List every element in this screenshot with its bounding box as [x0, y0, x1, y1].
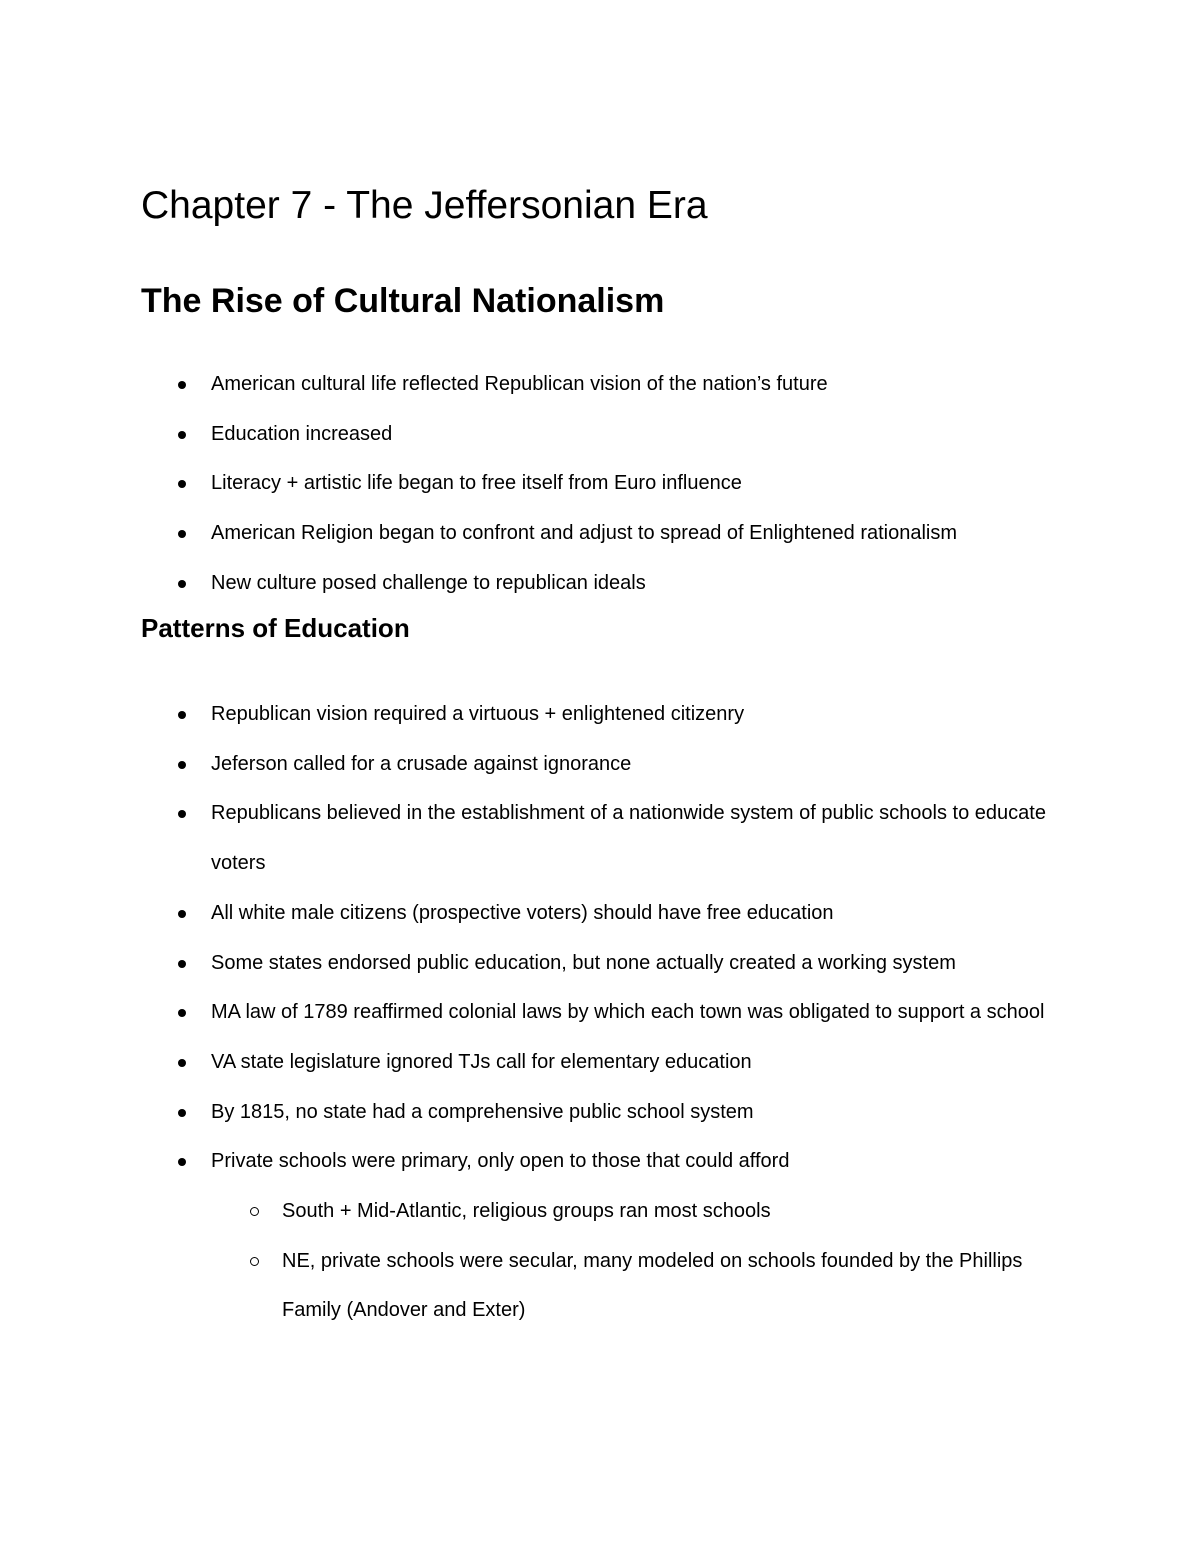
list-item — [0, 789, 1071, 888]
list-item — [0, 559, 1071, 609]
document-title: Chapter 7 - The Jeffersonian Era — [141, 184, 708, 227]
list-item — [0, 459, 1071, 509]
list-item — [0, 988, 1071, 1038]
section-heading-cultural-nationalism: The Rise of Cultural Nationalism — [141, 282, 665, 320]
list-item — [0, 740, 1071, 790]
sub-list-item — [0, 1187, 1071, 1237]
list-item — [0, 1137, 1071, 1187]
list-item-text: Republicans believed in the establishment of a nationwide system of public schools to educate voters — [211, 802, 1046, 875]
bullet-icon — [178, 431, 186, 439]
bullet-icon — [178, 960, 186, 968]
sub-list-item — [0, 1237, 1071, 1336]
list-item-text: American Religion began to confront and adjust to spread of Enlightened rationalism — [211, 522, 958, 545]
hollow-bullet-icon — [250, 1257, 259, 1266]
list-item — [0, 939, 1071, 989]
bullet-icon — [178, 810, 186, 818]
sub-list-item-text: NE, private schools were secular, many modeled on schools founded by the Phillips Family (Andover and Exter) — [282, 1249, 1023, 1322]
list-item — [0, 889, 1071, 939]
bullet-icon — [178, 1059, 186, 1067]
list-item-text: By 1815, no state had a comprehensive public school system — [211, 1100, 754, 1123]
bullet-icon — [178, 480, 186, 488]
list-item-text: Private schools were primary, only open to those that could afford — [211, 1150, 790, 1173]
list-item — [0, 1088, 1071, 1138]
list-item-text: VA state legislature ignored TJs call for elementary education — [211, 1050, 752, 1073]
hollow-bullet-icon — [250, 1207, 259, 1216]
bullet-icon — [178, 910, 186, 918]
list-item-text: New culture posed challenge to republican ideals — [211, 571, 646, 594]
bullet-icon — [178, 530, 186, 538]
list-item-text: Jeferson called for a crusade against ignorance — [211, 752, 632, 775]
list-item-text: Some states endorsed public education, but none actually created a working system — [211, 951, 956, 974]
list-item-text: All white male citizens (prospective voters) should have free education — [211, 901, 834, 924]
bullet-list-cultural-nationalism — [0, 360, 1071, 609]
sub-list-item-text: South + Mid-Atlantic, religious groups ran most schools — [282, 1200, 771, 1223]
list-item-text: Education increased — [211, 422, 393, 445]
section-heading-patterns-of-education: Patterns of Education — [141, 613, 410, 643]
list-item — [0, 360, 1071, 410]
bullet-icon — [178, 1009, 186, 1017]
bullet-icon — [178, 381, 186, 389]
list-item-text: Republican vision required a virtuous + enlightened citizenry — [211, 703, 745, 725]
list-item — [0, 410, 1071, 460]
list-item — [0, 690, 1071, 740]
bullet-icon — [178, 711, 186, 719]
list-item-text: MA law of 1789 reaffirmed colonial laws by which each town was obligated to support a school — [211, 1001, 1045, 1024]
bullet-icon — [178, 1109, 186, 1117]
list-item — [0, 1038, 1071, 1088]
list-item-text: American cultural life reflected Republican vision of the nation’s future — [211, 373, 828, 395]
bullet-icon — [178, 1158, 186, 1166]
list-item — [0, 509, 1071, 559]
list-item-text: Literacy + artistic life began to free itself from Euro influence — [211, 472, 742, 495]
bullet-icon — [178, 580, 186, 588]
bullet-icon — [178, 761, 186, 769]
bullet-list-patterns-of-education — [0, 690, 1071, 1336]
